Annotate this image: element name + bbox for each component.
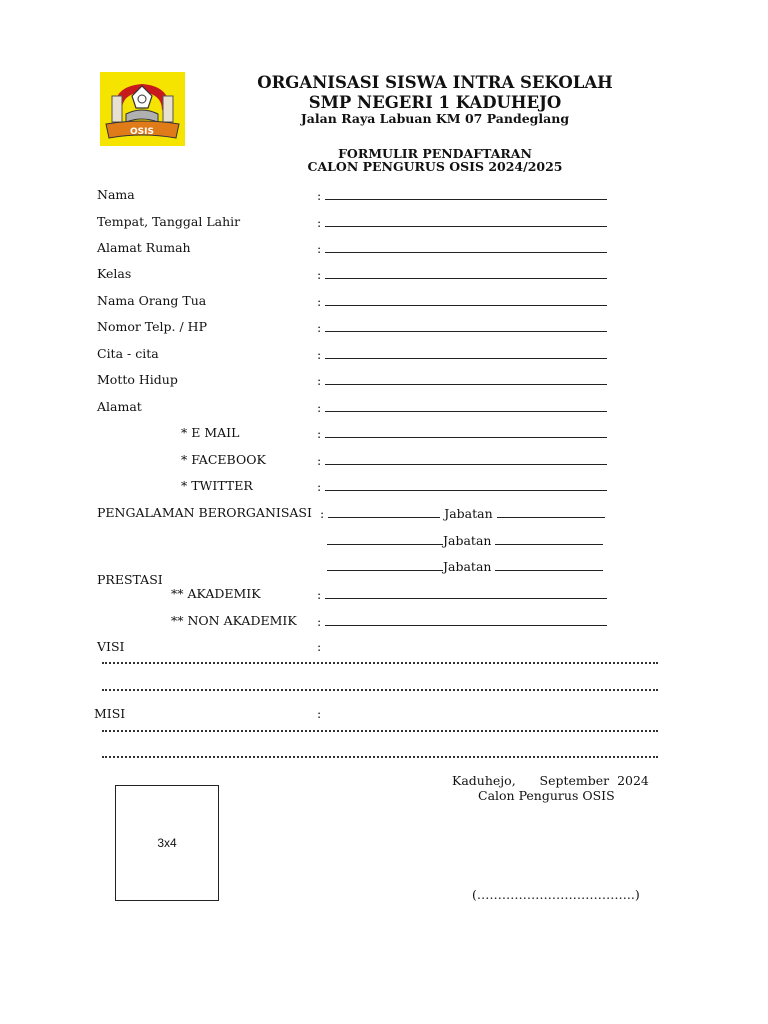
jabatan-label: Jabatan xyxy=(443,533,492,548)
school-name: SMP NEGERI 1 KADUHEJO xyxy=(308,93,562,112)
signature-name-blank[interactable]: (………………………………..) xyxy=(472,887,640,902)
form-subtitle: CALON PENGURUS OSIS 2024/2025 xyxy=(307,159,563,174)
field-line-cita[interactable] xyxy=(317,346,607,362)
colon: : xyxy=(317,479,322,494)
colon: : xyxy=(317,320,322,335)
colon: : xyxy=(317,347,322,362)
field-line-alamat-rumah[interactable] xyxy=(317,240,607,256)
colon: : xyxy=(317,614,322,629)
field-line-kelas[interactable] xyxy=(317,266,607,282)
field-line-email[interactable] xyxy=(317,425,607,441)
colon: : xyxy=(317,400,322,415)
non-akademik-line[interactable] xyxy=(317,613,607,629)
colon: : xyxy=(317,267,322,282)
akademik-line[interactable] xyxy=(317,586,607,602)
osis-emblem-icon xyxy=(100,72,185,146)
prestasi-label: PRESTASI xyxy=(97,572,163,587)
school-address: Jalan Raya Labuan KM 07 Pandeglang xyxy=(300,111,570,126)
field-label-telp: Nomor Telp. / HP xyxy=(97,319,207,334)
osis-logo xyxy=(100,72,185,146)
field-label-twitter: * TWITTER xyxy=(181,478,253,493)
jabatan-label: Jabatan xyxy=(443,559,492,574)
field-label-alamat: Alamat xyxy=(97,399,142,414)
misi-line-1[interactable] xyxy=(102,728,658,732)
field-label-ttl: Tempat, Tanggal Lahir xyxy=(97,214,241,229)
colon: : xyxy=(317,453,322,468)
visi-colon: : xyxy=(317,639,322,654)
field-line-alamat[interactable] xyxy=(317,399,607,415)
colon: : xyxy=(317,241,322,256)
field-label-cita: Cita - cita xyxy=(97,346,159,361)
misi-label: MISI xyxy=(94,706,126,721)
experience-row-1[interactable] xyxy=(320,505,605,521)
colon: : xyxy=(317,587,322,602)
field-label-email: * E MAIL xyxy=(181,425,240,440)
colon: : xyxy=(320,506,325,521)
field-line-orang-tua[interactable] xyxy=(317,293,607,309)
field-line-nama[interactable] xyxy=(317,187,607,203)
field-label-orang-tua: Nama Orang Tua xyxy=(97,293,207,308)
field-label-nama: Nama xyxy=(97,187,135,202)
akademik-label: ** AKADEMIK xyxy=(171,586,261,601)
jabatan-label: Jabatan xyxy=(444,506,493,521)
photo-box xyxy=(115,785,219,901)
misi-colon: : xyxy=(317,706,322,721)
field-label-alamat-rumah: Alamat Rumah xyxy=(97,240,191,255)
misi-line-2[interactable] xyxy=(102,754,658,758)
signature-place-date: Kaduhejo, September 2024 xyxy=(452,773,649,788)
experience-row-2[interactable] xyxy=(327,532,603,548)
form-title: FORMULIR PENDAFTARAN xyxy=(338,146,532,161)
experience-row-3[interactable] xyxy=(327,558,603,574)
field-label-motto: Motto Hidup xyxy=(97,372,178,387)
field-line-motto[interactable] xyxy=(317,372,607,388)
visi-line-1[interactable] xyxy=(102,660,658,664)
photo-size-label: 3x4 xyxy=(157,836,177,850)
org-title: ORGANISASI SISWA INTRA SEKOLAH xyxy=(257,73,613,92)
colon: : xyxy=(317,426,322,441)
field-label-facebook: * FACEBOOK xyxy=(181,452,266,467)
field-line-facebook[interactable] xyxy=(317,452,607,468)
colon: : xyxy=(317,188,322,203)
field-line-twitter[interactable] xyxy=(317,478,607,494)
experience-label: PENGALAMAN BERORGANISASI xyxy=(97,505,312,520)
visi-line-2[interactable] xyxy=(102,687,658,691)
field-line-telp[interactable] xyxy=(317,319,607,335)
visi-label: VISI xyxy=(97,639,125,654)
colon: : xyxy=(317,215,322,230)
svg-text:OSIS: OSIS xyxy=(130,127,154,137)
field-line-ttl[interactable] xyxy=(317,214,607,230)
colon: : xyxy=(317,373,322,388)
field-label-kelas: Kelas xyxy=(97,266,132,281)
non-akademik-label: ** NON AKADEMIK xyxy=(171,613,297,628)
signature-role: Calon Pengurus OSIS xyxy=(478,788,615,803)
colon: : xyxy=(317,294,322,309)
